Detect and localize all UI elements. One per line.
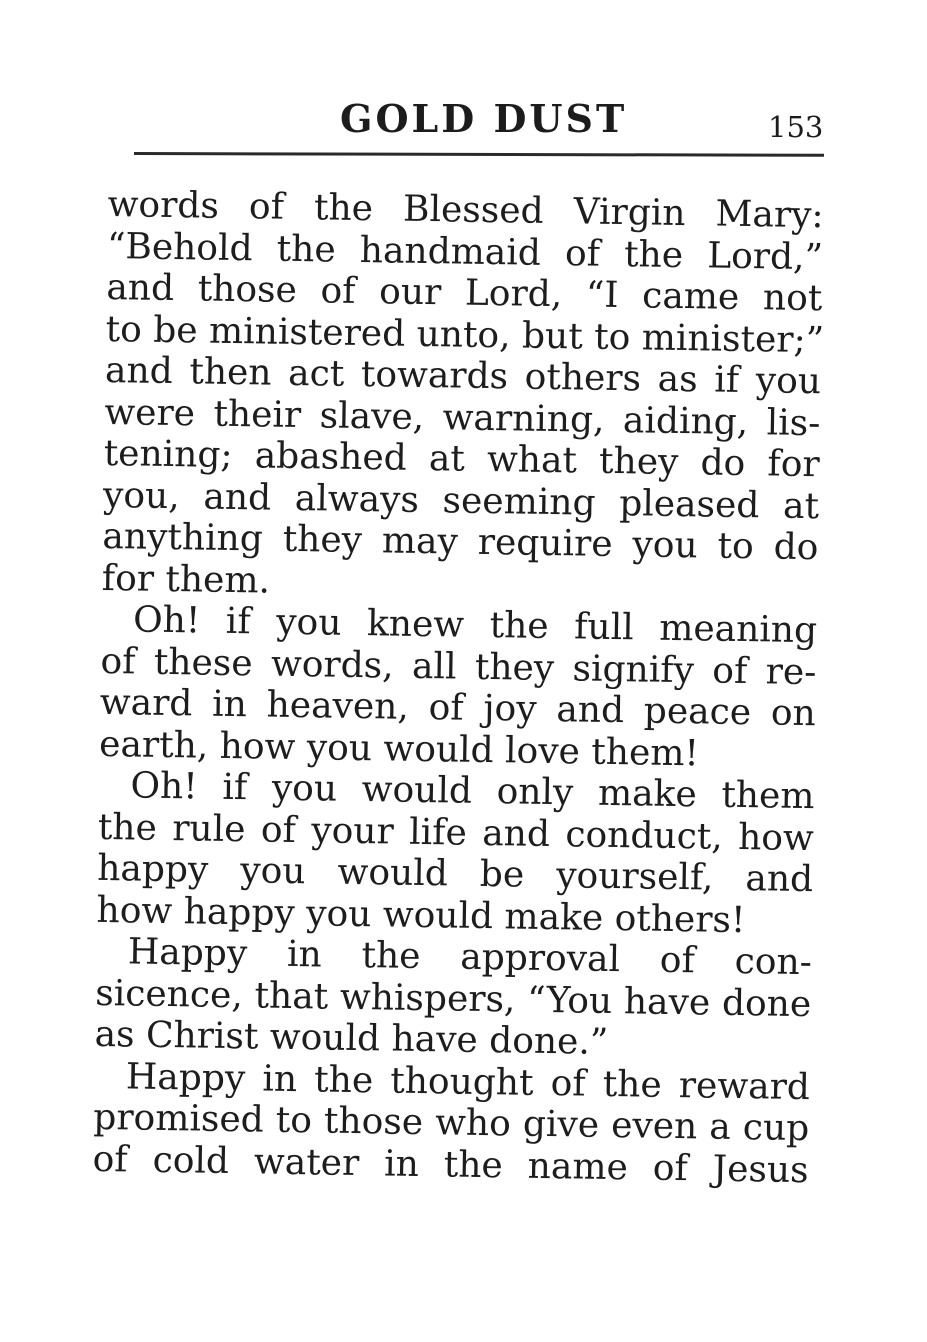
text-line: you, and always seeming pleased at bbox=[102, 474, 820, 527]
text-line: promised to those who give even a cup bbox=[93, 1096, 810, 1150]
text-line: Happy in the thought of the reward bbox=[125, 1055, 811, 1108]
running-title: GOLD DUST bbox=[340, 96, 628, 141]
page-number: 153 bbox=[768, 110, 824, 144]
text-line: were their slave, warning, aiding, lis- bbox=[104, 391, 821, 444]
text-line: the rule of your life and conduct, how bbox=[97, 806, 815, 859]
text-line: Happy in the approval of con- bbox=[127, 931, 813, 984]
running-head bbox=[130, 96, 830, 146]
text-line: Oh! if you knew the full meaning bbox=[132, 599, 818, 652]
header-rule bbox=[134, 152, 824, 157]
text-line: of cold water in the name of Jesus bbox=[92, 1138, 809, 1191]
text-line: words of the Blessed Virgin Mary: bbox=[107, 184, 824, 237]
text-line: Oh! if you would only make them bbox=[130, 765, 815, 818]
text-line: anything they may require you to do bbox=[102, 515, 819, 569]
text-line: and then act towards others as if you bbox=[104, 349, 822, 403]
text-line: sicence, that whispers, “You have done bbox=[94, 972, 812, 1025]
text-line: for them. bbox=[101, 557, 271, 602]
text-line: to be ministered unto, but to minister;” bbox=[105, 308, 825, 361]
text-line: tening; abashed at what they do for bbox=[103, 432, 821, 486]
text-line: earth, how you would love them! bbox=[98, 723, 700, 774]
text-line: as Christ would have done.” bbox=[94, 1013, 609, 1063]
text-line: ward in heaven, of joy and peace on bbox=[99, 681, 817, 735]
text-line: how happy you would make others! bbox=[96, 889, 746, 941]
text-line: and those of our Lord, “I came not bbox=[106, 266, 823, 320]
text-line: happy you would be yourself, and bbox=[96, 847, 814, 901]
body-text bbox=[92, 184, 824, 1191]
text-line: “Behold the handmaid of the Lord,” bbox=[106, 225, 824, 278]
text-line: of these words, all they signify of re- bbox=[100, 640, 817, 693]
